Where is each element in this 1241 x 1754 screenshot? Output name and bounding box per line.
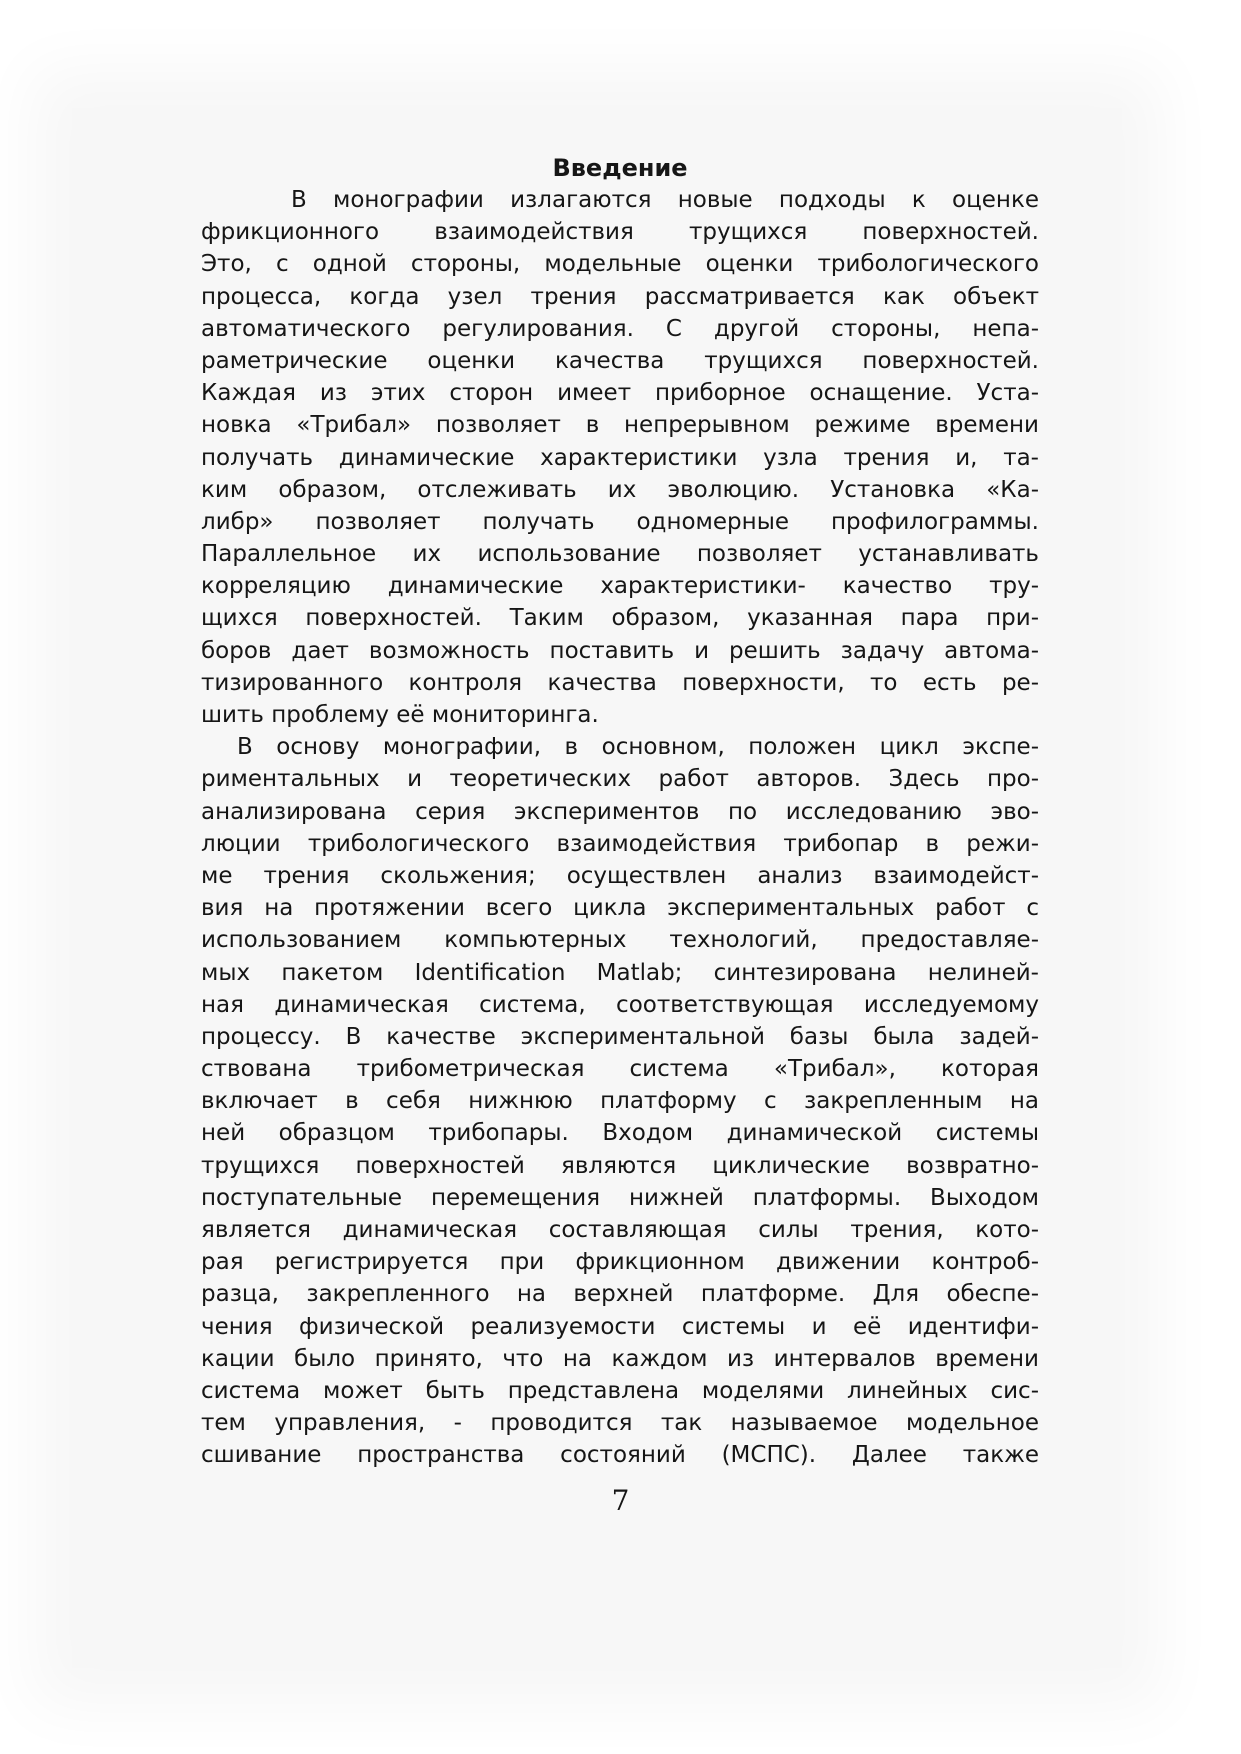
text-line: использованием компьютерных технологий, предоставляе- (201, 927, 1039, 954)
page-number: 7 (611, 1484, 630, 1517)
text-line: получать динамические характеристики узла трения и, та- (201, 444, 1039, 471)
text-line: риментальных и теоретических работ авторов. Здесь про- (201, 766, 1039, 793)
text-line: трущихся поверхностей являются циклические возвратно- (201, 1152, 1039, 1179)
paragraph-2 (201, 731, 1039, 1471)
text-line: автоматического регулирования. С другой стороны, непа- (201, 315, 1039, 342)
text-line: кации было принято, что на каждом из интервалов времени (201, 1345, 1039, 1372)
text-line: является динамическая составляющая силы трения, кото- (201, 1217, 1039, 1243)
text-line: Параллельное их использование позволяет устанавливать (201, 541, 1039, 568)
text-line: анализирована серия экспериментов по исследованию эво- (201, 798, 1039, 825)
text-line: включает в себя нижнюю платформу с закрепленным на (201, 1088, 1039, 1115)
text-line: Каждая из этих сторон имеет приборное оснащение. Уста- (201, 380, 1039, 407)
text-line: В основу монографии, в основном, положен цикл экспе- (237, 734, 1039, 761)
text-line: рая регистрируется при фрикционном движении контроб- (201, 1249, 1039, 1276)
text-line: тизированного контроля качества поверхности, то есть ре- (201, 669, 1039, 696)
text-line: мых пакетом Identification Matlab; синтезирована нелиней- (201, 959, 1039, 986)
text-line: В монографии излагаются новые подходы к оценке (291, 187, 1039, 213)
text-line: сшивание пространства состояний (МСПС). Далее также (201, 1442, 1039, 1469)
text-line: чения физической реализуемости системы и её идентифи- (201, 1313, 1039, 1340)
text-line: щихся поверхностей. Таким образом, указанная пара при- (201, 605, 1039, 632)
text-line: ней образцом трибопары. Входом динамической системы (201, 1120, 1039, 1147)
text-line: процессу. В качестве экспериментальной базы была задей- (201, 1023, 1039, 1050)
text-line: процесса, когда узел трения рассматривается как объект (201, 283, 1039, 310)
text-line: система может быть представлена моделями линейных сис- (201, 1377, 1039, 1404)
text-line: вия на протяжении всего цикла экспериментальных работ с (201, 895, 1039, 922)
text-line: ме трения скольжения; осуществлен анализ взаимодейст- (201, 862, 1039, 889)
text-line: боров дает возможность поставить и решить задачу автома- (201, 637, 1039, 664)
section-heading: Введение (552, 154, 688, 182)
text-line: шить проблему её мониторинга. (201, 702, 599, 728)
text-line: фрикционного взаимодействия трущихся поверхностей. (201, 219, 1039, 246)
page-content (201, 152, 1039, 1472)
text-line: Это, с одной стороны, модельные оценки трибологического (201, 251, 1039, 278)
text-line: ствована трибометрическая система «Трибал», которая (201, 1056, 1039, 1083)
text-line: раметрические оценки качества трущихся поверхностей. (201, 347, 1039, 374)
paragraph-1 (201, 184, 1039, 731)
text-line: корреляцию динамические характеристики- качество тру- (201, 573, 1039, 600)
text-line: ная динамическая система, соответствующая исследуемому (201, 991, 1039, 1018)
text-line: ким образом, отслеживать их эволюцию. Установка «Ка- (201, 476, 1039, 503)
text-line: поступательные перемещения нижней платформы. Выходом (201, 1184, 1039, 1211)
text-line: либр» позволяет получать одномерные профилограммы. (201, 508, 1039, 535)
text-line: разца, закрепленного на верхней платформе. Для обеспе- (201, 1281, 1039, 1308)
text-line: тем управления, - проводится так называемое модельное (201, 1410, 1039, 1437)
text-line: новка «Трибал» позволяет в непрерывном режиме времени (201, 412, 1039, 439)
text-line: люции трибологического взаимодействия трибопар в режи- (201, 830, 1039, 857)
